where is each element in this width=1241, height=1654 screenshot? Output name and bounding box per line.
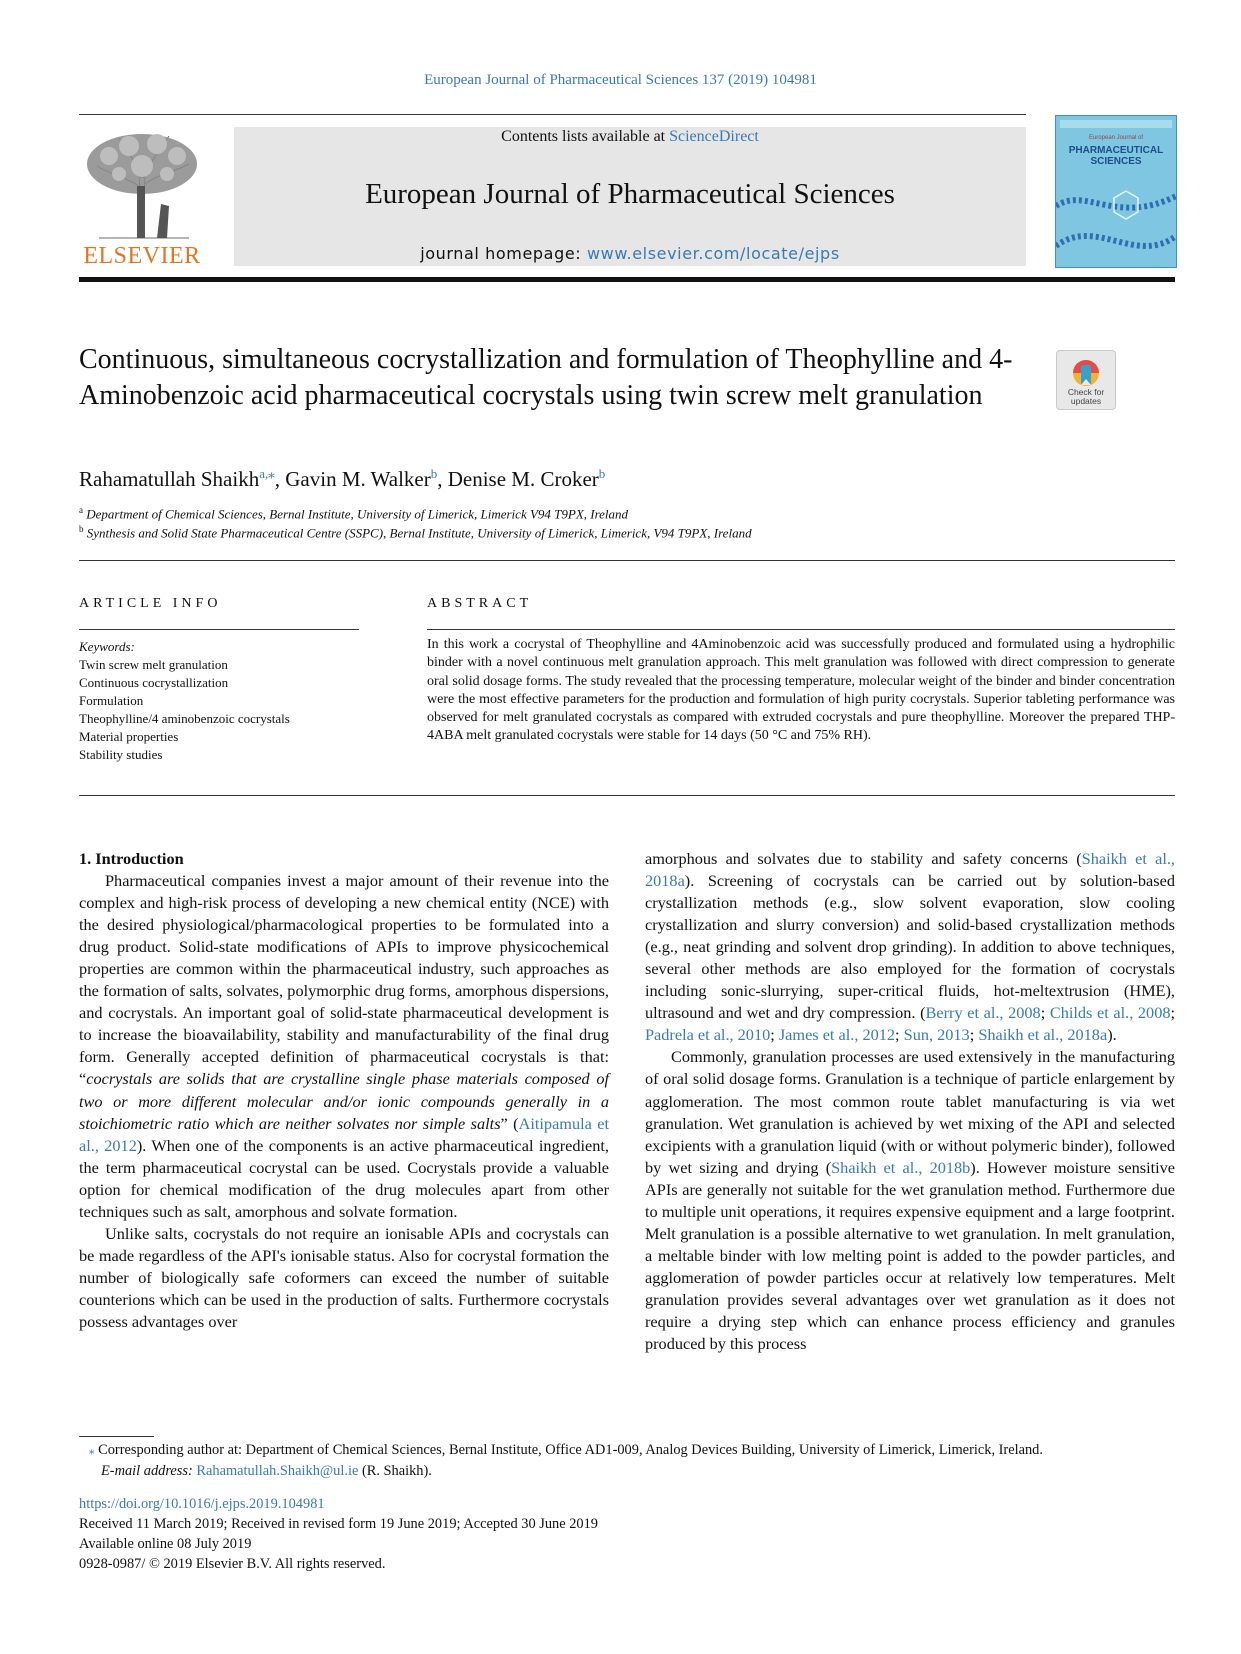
author-list: Rahamatullah Shaikh$^{a,⁎}$, Gavin M. Walker$^b$, Denise M. Croker$^b$ [79, 466, 606, 491]
body-left-column [79, 848, 609, 1333]
header-thick-rule [79, 277, 1175, 282]
footnote-mark: ⁎ [89, 1445, 95, 1457]
corresponding-author: Corresponding author at: Department of Chemical Sciences, Bernal Institute, Office AD1-009, Analog Devices Building, University of Limerick, Limerick, Ireland. [98, 1442, 1043, 1458]
footnote: ⁎ Corresponding author at: Department of Chemical Sciences, Bernal Institute, Office AD1-009, Analog Devices Building, University of Limerick, Limerick, Ireland. E-mail address: Rahamatullah.Shaikh@ul.ie (R. Shaikh). [89, 1442, 1043, 1479]
body-paragraph: amorphous and solvates due to stability and safety concerns (Shaikh et al., 2018a). Screening of cocrystals can be carried out by solution-based crystallization methods (e.g., slow solvent evaporation, slow cooling crystallization and slurry conversion) and solid-based crystallization methods (e.g., neat grinding and solvent drop grinding). In addition to above techniques, several other methods are also employed for the formation of cocrystals including sonic-slurrying, super-critical fluids, hot-meltextrusion (HME), ultrasound and wet and dry compression. (Berry et al., 2008; Childs et al., 2008; Padrela et al., 2010; James et al., 2012; Sun, 2013; Shaikh et al., 2018a). [645, 849, 1176, 1045]
citation-link[interactable]: Childs et al., 2008 [1049, 1003, 1171, 1023]
body-paragraph: Pharmaceutical companies invest a major amount of their revenue into the complex and high-risk process of developing a new chemical entity (NCE) with the desired physiological/pharmacological properties to be formulated into a drug product. Solid-state modifications of APIs to improve physicochemical properties are common within the pharmaceutical industry, such approaches as the formation of salts, solvates, polymorphic drug forms, amorphous dispersions, and cocrystals. An important goal of solid-state pharmaceutical development is to increase the bioavailability, stability and manufacturability of the final drug form. Generally accepted definition of pharmaceutical cocrystals is that: “cocrystals are solids that are crystalline single phase materials composed of two or more different molecular and/or ionic compounds generally in a stoichiometric ratio which are neither solvates nor simple salts” (Aitipamula et al., 2012). When one of the components is an active pharmaceutical ingredient, the term pharmaceutical cocrystal can be used. Cocrystals provide a valuable option for chemical modification of the drug molecules apart from other techniques such as salt, amorphous and solvate formation. [79, 871, 609, 1221]
citation-link[interactable]: James et al., 2012 [778, 1025, 896, 1045]
check-for-updates-button[interactable] [1056, 350, 1116, 410]
journal-homepage: journal homepage: www.elsevier.com/locate/ejps [420, 244, 840, 263]
received-dates: Received 11 March 2019; Received in revised form 19 June 2019; Accepted 30 June 2019 [79, 1516, 598, 1532]
citation-link[interactable]: Aitipamula et al., 2012 [79, 1113, 609, 1155]
cover-title: PHARMACEUTICAL SCIENCES [1068, 145, 1164, 167]
doi-link[interactable]: https://doi.org/10.1016/j.ejps.2019.104981 [79, 1496, 325, 1512]
abstract-end-rule [79, 795, 1175, 796]
citation-link[interactable]: Padrela et al., 2010 [645, 1025, 771, 1045]
keyword-item: Formulation [79, 693, 144, 708]
email-link[interactable]: Rahamatullah.Shaikh@ul.ie [196, 1463, 359, 1479]
abstract-heading: ABSTRACT [427, 596, 533, 611]
check-for-updates-label: Check for updates [1067, 387, 1105, 406]
cover-subtitle: European Journal of [1088, 135, 1144, 141]
sciencedirect-link[interactable]: ScienceDirect [669, 128, 759, 145]
keyword-item: Continuous cocrystallization [79, 675, 229, 690]
copyright: 0928-0987/ © 2019 Elsevier B.V. All rights reserved. [79, 1556, 386, 1572]
author-affiliation-mark[interactable]: a,⁎ [259, 466, 275, 481]
affiliation: $^b$ Synthesis and Solid State Pharmaceutical Centre (SSPC), Bernal Institute, University of Limerick, Limerick, V94 T9PX, Ireland [79, 524, 752, 541]
affiliation: $^a$ Department of Chemical Sciences, Bernal Institute, University of Limerick, Limerick V94 T9PX, Ireland [79, 505, 629, 522]
body-paragraph: Unlike salts, cocrystals do not require an ionisable APIs and cocrystals can be made regardless of the API's ionisable status. Also for cocrystal formation the number of biologically safe coformers can exceed the number of suitable counterions which can be used in the production of salts. Furthermore cocrystals possess advantages over [79, 1223, 609, 1331]
section-rule [79, 560, 1175, 561]
citation-link[interactable]: Shaikh et al., 2018b [831, 1157, 971, 1177]
keywords-list [79, 638, 290, 764]
author-name[interactable]: Rahamatullah Shaikh [79, 467, 260, 491]
footnote-rule [79, 1436, 154, 1437]
article-meta [79, 1494, 598, 1574]
author-name[interactable]: Denise M. Croker [447, 467, 599, 491]
keyword-item: Stability studies [79, 747, 163, 762]
article-title: Continuous, simultaneous cocrystallization and formulation of Theophylline and 4-Aminobenzoic acid pharmaceutical cocrystals using twin screw melt granulation [79, 344, 1013, 411]
keyword-item: Twin screw melt granulation [79, 657, 228, 672]
abstract-rule [427, 629, 1175, 630]
section-heading: 1. Introduction [79, 849, 184, 868]
email-label: E-mail address: [101, 1463, 197, 1479]
keywords-label: Keywords: [79, 639, 135, 654]
journal-cover-thumbnail[interactable] [1055, 115, 1177, 268]
citation-link[interactable]: Berry et al., 2008 [925, 1003, 1041, 1023]
keyword-item: Material properties [79, 729, 179, 744]
homepage-link[interactable]: www.elsevier.com/locate/ejps [586, 244, 840, 263]
article-info-heading: ARTICLE INFO [79, 596, 222, 611]
citation-link[interactable]: Shaikh et al., 2018a [645, 849, 1175, 891]
body-right-column [645, 848, 1175, 1355]
citation-link[interactable]: Sun, 2013 [903, 1025, 970, 1045]
abstract-text: In this work a cocrystal of Theophylline and 4Aminobenzoic acid was successfully produced and formulated using a hydrophilic binder with a novel continuous melt granulation approach. This melt granulation was followed with direct compression to generate oral solid dosage forms. The study revealed that the processing temperature, molecular weight of the binder and binder concentration were the most effective parameters for the production and formulation of high purity cocrystals. Superior tableting performance was observed for melt granulated cocrystals as compared with extruded cocrystals and pure theophylline. Moreover the prepared THP-4ABA melt granulated cocrystals were stable for 14 days (50 °C and 75% RH). [427, 637, 1175, 744]
article-info-rule [79, 629, 359, 630]
author-affiliation-mark[interactable]: b [430, 466, 438, 481]
journal-reference[interactable]: European Journal of Pharmaceutical Sciences 137 (2019) 104981 [424, 72, 817, 88]
elsevier-wordmark: ELSEVIER [83, 243, 201, 269]
contents-available: Contents lists available at ScienceDirect [501, 128, 759, 145]
header-rule [79, 114, 1026, 115]
body-paragraph: Commonly, granulation processes are used extensively in the manufacturing of oral solid dosage forms. Granulation is a technique of particle enlargement by agglomeration. The most common route tablet manufacturing is via wet granulation. Wet granulation is achieved by wet mixing of the API and selected excipients with a granulation liquid (with or without polymeric binder), followed by wet sizing and drying (Shaikh et al., 2018b). However moisture sensitive APIs are generally not suitable for the wet granulation method. Furthermore due to multiple unit operations, it requires expensive equipment and a large footprint. Melt granulation is a possible alternative to wet granulation. In melt granulation, a meltable binder with low melting point is added to the powder particles, and agglomeration of powder particles occur at relatively low temperatures. Melt granulation provides several advantages over wet granulation as it does not require a drying step which can enhance process efficiency and granules produced by this process [645, 1047, 1176, 1354]
journal-title: European Journal of Pharmaceutical Sciences [365, 178, 895, 210]
author-name[interactable]: Gavin M. Walker [285, 467, 431, 491]
citation-link[interactable]: Shaikh et al., 2018a [978, 1025, 1108, 1045]
online-date: Available online 08 July 2019 [79, 1536, 252, 1552]
keyword-item: Theophylline/4 aminobenzoic cocrystals [79, 711, 290, 726]
author-affiliation-mark[interactable]: b [598, 466, 606, 481]
